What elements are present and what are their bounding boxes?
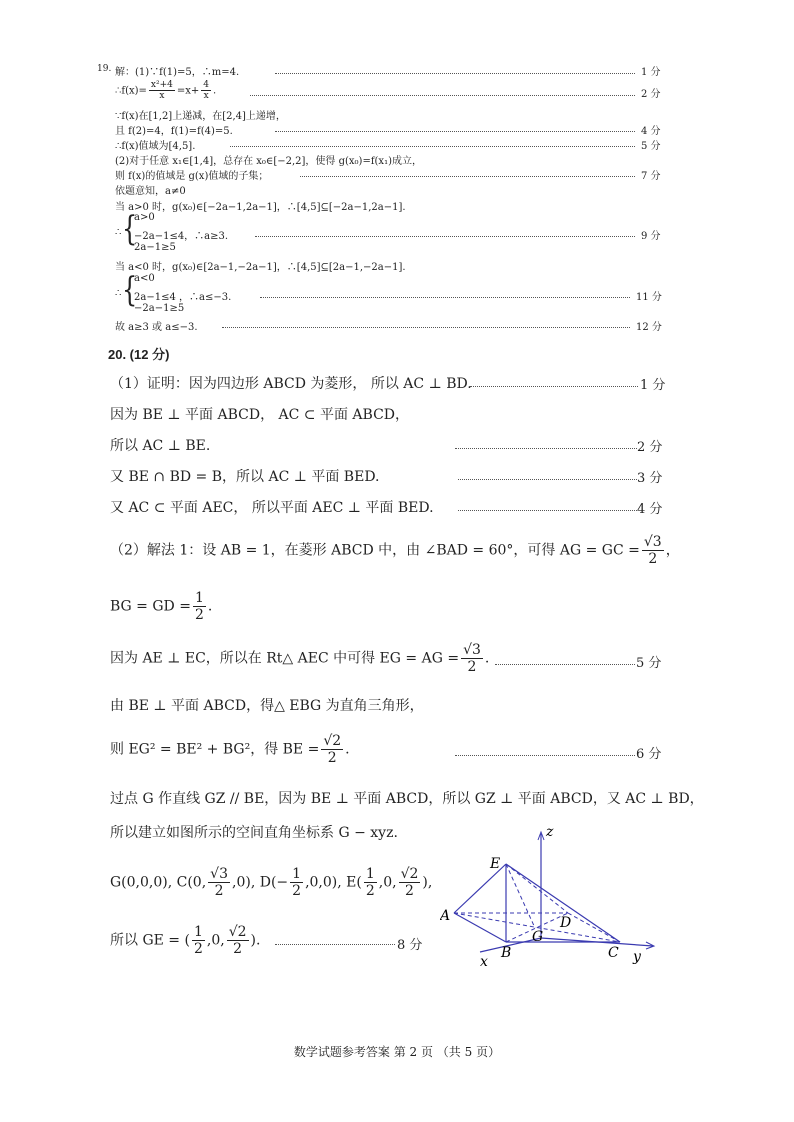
q19-line-11: 故 a≥3 或 a≤−3. [115,322,198,333]
q19-system-1b: −2a−1≤4，∴a≥3. [134,231,229,242]
q19-line-10: 当 a<0 时，g(x₀)∈[2a−1,−2a−1]，∴[4,5]⊆[2a−1,−2a−1]. [115,262,406,273]
q19-line-5: ∴f(x)值域为[4,5]. [115,141,196,152]
q19-points-11: 11 分 [636,292,662,303]
q19-system-2b: 2a−1≤4 ，∴a≤−3. [134,292,232,303]
q19-line-7: 则 f(x)的值域是 g(x)值域的子集； [115,171,269,182]
q20-line-8: 因为 AE ⊥ EC，所以在 Rt△ AEC 中可得 EG = AG = $\frac{√3}{2}$ . [110,642,490,676]
q19-line-6: (2)对于任意 x₁∈[1,4]，总存在 x₀∈[−2,2]，使得 g(x₀)=f(x₁)成立， [115,156,422,167]
leader-dots [458,479,637,480]
leader-dots [222,327,630,328]
q20-vector-ge: 所以 GE = ( $\frac{1}{2}$ ,0, $\frac{√2}{2}$ ). [110,924,261,958]
q19-system-2c: −2a−1≥5 [134,303,185,314]
leader-dots [455,755,635,756]
q20-line-12: 所以建立如图所示的空间直角坐标系 G − xyz. [110,825,398,841]
q19-points-1: 1 分 [641,67,661,78]
q19-line-3: ∵f(x)在[1,2]上递减，在[2,4]上递增， [115,111,286,122]
q19-line-4: 且 f(2)=4，f(1)=f(4)=5. [115,126,233,137]
q20-line-6: （2）解法 1：设 AB = 1，在菱形 ABCD 中，由 ∠BAD = 60°，可得 AG = GC = $\frac{√3}{2}$ ， [110,534,680,568]
leader-dots [250,95,635,96]
therefore-symbol: ∴ [115,227,122,238]
q20-line-5: 又 AC ⊂ 平面 AEC， 所以平面 AEC ⊥ 平面 BED. [110,500,434,516]
q20-points-4: 4 分 [637,502,663,517]
left-brace: { [122,209,138,249]
edge-ab [454,913,506,942]
q20-line-2: 因为 BE ⊥ 平面 ABCD， AC ⊂ 平面 ABCD， [110,407,410,423]
q19-points-4: 4 分 [641,126,661,137]
q19-line-2: ∴f(x)= $\frac{\text{x²+4}}{x}$ =x+ $\frac{4}{x}$ . [115,80,217,102]
q19-line-9: 当 a>0 时，g(x₀)∈[−2a−1,2a−1]，∴[4,5]⊆[−2a−1,2a−1]. [115,202,406,213]
q20-points-2: 2 分 [637,440,663,455]
leader-dots [230,146,635,147]
q20-line-3: 所以 AC ⊥ BE. [110,438,211,454]
leader-dots [275,73,635,74]
q20-points-5: 5 分 [636,656,662,671]
label-b: B [501,945,512,961]
page-footer: 数学试题参考答案 第 2 页 （共 5 页） [293,1045,501,1059]
label-z: z [546,824,554,840]
q20-line-10: 则 EG² = BE² + BG²，得 BE = $\frac{√2}{2}$ . [110,733,350,767]
q20-heading: 20. (12 分) [108,347,170,362]
q19-points-9: 9 分 [641,231,661,242]
q20-line-11: 过点 G 作直线 GZ // BE，因为 BE ⊥ 平面 ABCD，所以 GZ ⊥ 平面 ABCD，又 AC ⊥ BD， [110,791,704,807]
q20-points-1: 1 分 [640,378,666,393]
q19-system-1c: 2a−1≥5 [134,242,176,253]
leader-dots [470,386,638,387]
q20-points-3: 3 分 [637,471,663,486]
leader-dots [260,297,630,298]
q19-number: 19. [97,64,112,74]
label-x: x [480,954,488,970]
left-brace: { [122,270,138,310]
q19-line-1: 解：(1)∵f(1)=5，∴m=4. [115,67,240,78]
q19-system-1a: a>0 [134,212,155,223]
leader-dots [275,944,395,945]
therefore-symbol: ∴ [115,288,122,299]
leader-dots [495,664,635,665]
label-y: y [633,949,641,965]
q20-coordinates: G(0,0,0), C(0, $\frac{√3}{2}$ ,0), D(− $\frac{1}{2}$ ,0,0), E( $\frac{1}{2}$ ,0, $\frac{√2}{2}$ ), [110,866,433,900]
q19-points-7: 7 分 [641,171,661,182]
q20-line-7: BG = GD = $\frac{1}{2}$ . [110,590,213,624]
label-c: C [608,945,619,961]
label-d: D [560,915,572,931]
q20-points-6: 6 分 [636,747,662,762]
q19-points-12: 12 分 [636,322,662,333]
leader-dots [458,510,637,511]
label-g: G [532,929,544,945]
q19-points-2: 2 分 [641,89,661,100]
label-e: E [490,856,501,872]
leader-dots [455,448,637,449]
coordinate-figure [440,820,670,970]
edge-ed [506,864,568,913]
q20-line-4: 又 BE ∩ BD = B，所以 AC ⊥ 平面 BED. [110,469,380,485]
q20-points-8: 8 分 [397,938,423,953]
leader-dots [275,131,635,132]
leader-dots [255,236,635,237]
leader-dots [300,176,635,177]
label-a: A [440,908,451,924]
q19-points-5: 5 分 [641,141,661,152]
q20-line-9: 由 BE ⊥ 平面 ABCD，得△ EBG 为直角三角形， [110,698,424,714]
q20-line-1: （1）证明：因为四边形 ABCD 为菱形， 所以 AC ⊥ BD. [110,376,472,392]
q19-line-8: 依题意知，a≠0 [115,186,186,197]
q19-system-2a: a<0 [134,273,155,284]
